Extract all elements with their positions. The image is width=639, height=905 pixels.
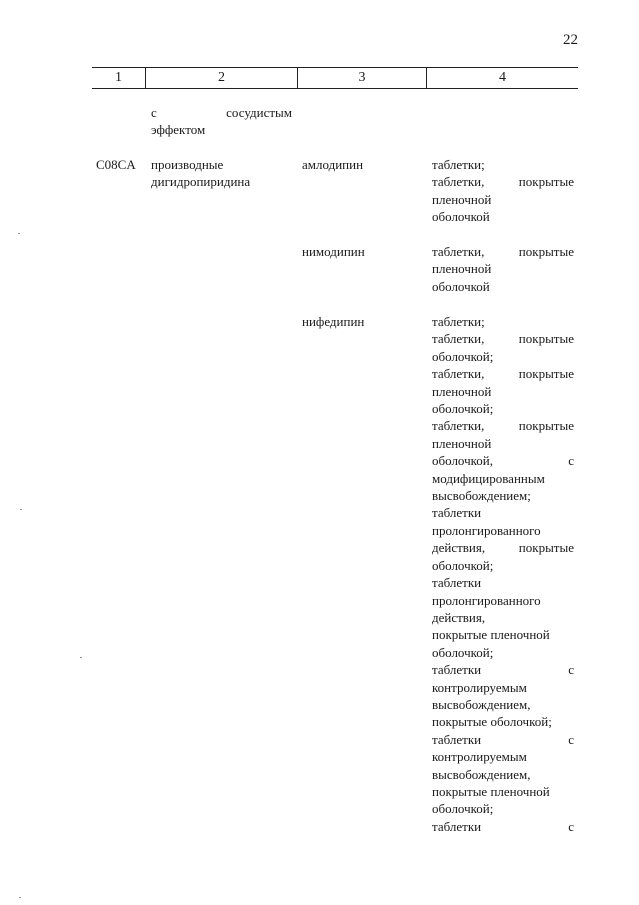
- form-line: оболочкой;: [432, 801, 494, 817]
- form-line: таблетки с: [432, 662, 574, 678]
- atc-code: C08CA: [96, 157, 136, 172]
- dosage-forms: [432, 156, 574, 226]
- continued-group-description: [151, 104, 296, 139]
- description-line: с сосудистым: [151, 105, 292, 120]
- drug-name: нифедипин: [302, 314, 365, 329]
- page-number: 22: [563, 32, 578, 48]
- form-line: таблетки;: [432, 157, 485, 172]
- form-line: таблетки: [432, 505, 482, 521]
- form-line: таблетки;: [432, 314, 485, 329]
- scan-speck: [18, 233, 20, 234]
- dosage-forms: [432, 243, 574, 295]
- form-line: высвобождением,: [432, 766, 531, 782]
- form-line: таблетки, покрытые: [432, 418, 574, 434]
- form-line: пленочной: [432, 261, 492, 277]
- scan-speck: [80, 657, 82, 658]
- form-line: контролируемым: [432, 749, 527, 765]
- form-line: таблетки, покрытые: [432, 174, 574, 190]
- form-line: оболочкой;: [432, 557, 494, 573]
- description-line: эффектом: [151, 122, 206, 138]
- table-header-row: [92, 67, 578, 89]
- form-line: оболочкой: [432, 209, 490, 225]
- header-col-2: 2: [218, 70, 225, 85]
- drug-name: амлодипин: [302, 157, 364, 172]
- form-line: оболочкой, с: [432, 453, 574, 469]
- form-line: таблетки с: [432, 818, 574, 834]
- scan-speck: [20, 509, 22, 510]
- form-line: пролонгированного: [432, 522, 541, 538]
- form-line: покрытые пленочной: [432, 783, 550, 799]
- form-line: оболочкой: [432, 278, 490, 294]
- dosage-forms: [432, 313, 574, 835]
- form-line: пленочной: [432, 435, 492, 451]
- drug-name: нимодипин: [302, 244, 365, 259]
- form-line: высвобождением,: [432, 696, 531, 712]
- form-line: контролируемым: [432, 679, 527, 695]
- form-line: таблетки с: [432, 731, 574, 747]
- header-col-1: 1: [115, 70, 122, 85]
- form-line: оболочкой;: [432, 644, 494, 660]
- scan-speck: [19, 897, 21, 898]
- form-line: действия,: [432, 609, 486, 625]
- group-description: [151, 156, 296, 191]
- form-line: пролонгированного: [432, 592, 541, 608]
- description-line: дигидропиридина: [151, 174, 251, 190]
- form-line: пленочной: [432, 383, 492, 399]
- form-line: таблетки, покрытые: [432, 366, 574, 382]
- description-line: производные: [151, 157, 224, 172]
- form-line: покрытые оболочкой;: [432, 714, 552, 730]
- header-col-4: 4: [499, 70, 506, 85]
- form-line: оболочкой;: [432, 401, 494, 417]
- form-line: действия, покрытые: [432, 540, 574, 556]
- form-line: таблетки: [432, 575, 482, 591]
- form-line: модифицированным: [432, 470, 545, 486]
- form-line: таблетки, покрытые: [432, 331, 574, 347]
- form-line: высвобождением;: [432, 488, 531, 504]
- header-col-3: 3: [358, 70, 366, 85]
- form-line: покрытые пленочной: [432, 627, 550, 643]
- form-line: таблетки, покрытые: [432, 244, 574, 259]
- form-line: пленочной: [432, 191, 492, 207]
- form-line: оболочкой;: [432, 348, 494, 364]
